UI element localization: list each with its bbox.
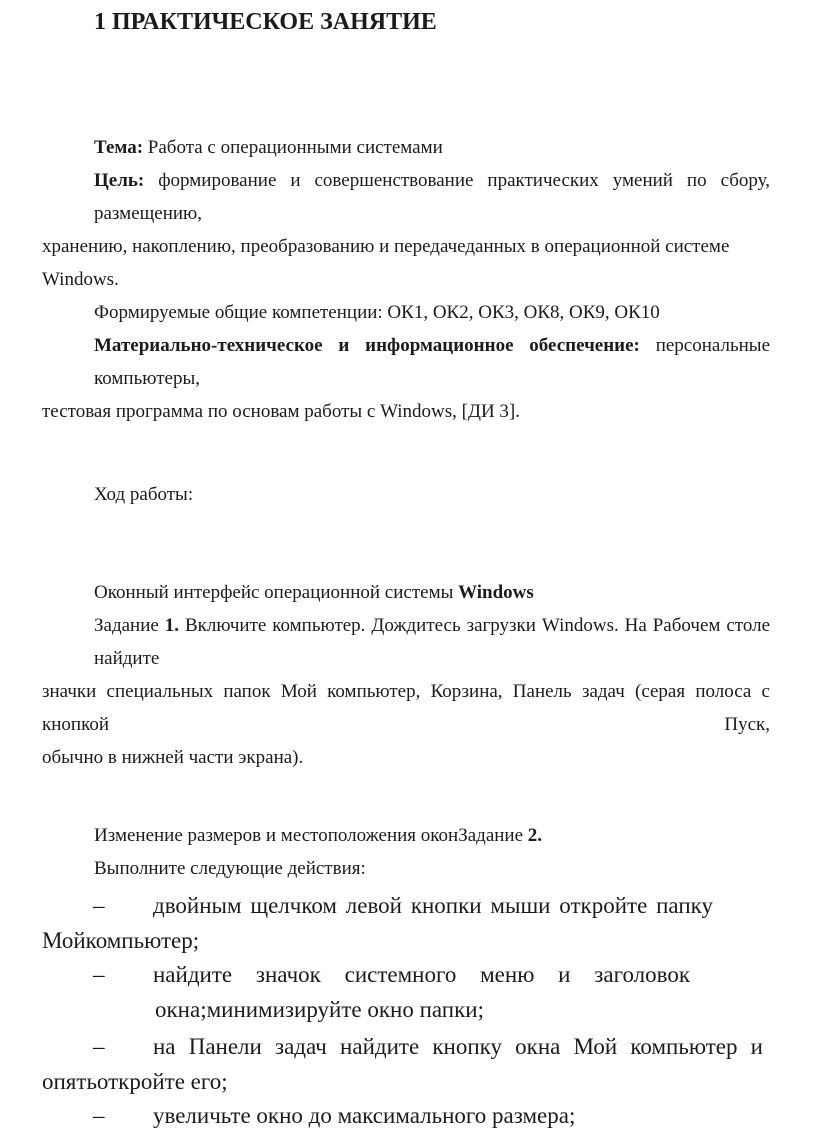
list-item (42, 889, 770, 958)
task1-prefix: Задание (94, 615, 159, 636)
goal-line-1 (42, 164, 770, 230)
list-item-text: увеличьте окно до максимального размера; (153, 1103, 576, 1128)
work-progress-line: Ход работы: (94, 484, 194, 505)
task1-number: 1. (164, 615, 180, 636)
window-interface-bold: Windows (458, 582, 534, 603)
list-item-text: на Панели задач найдите кнопку окна Мой компьютер и (153, 1034, 763, 1059)
material-text-1: персональные компьютеры, (94, 335, 771, 389)
list-dash-icon: – (93, 962, 105, 987)
list-item (42, 1099, 770, 1134)
list-item-text-wrap: опятьоткройте его; (42, 1068, 228, 1094)
task2-text: Изменение размеров и местоположения оконЗадание (94, 825, 524, 846)
list-item-text: двойным щелчком левой кнопки мыши откройте папку (153, 893, 713, 918)
list-item (42, 958, 770, 1027)
material-line-1 (42, 329, 770, 395)
perform-line: Выполните следующие действия: (94, 858, 366, 879)
task2-number: 2. (527, 825, 543, 846)
list-dash-icon: – (93, 1103, 105, 1128)
list-item (42, 1030, 770, 1099)
material-label: Материально-техническое и информационное обеспечение: (94, 335, 640, 356)
tema-text: Работа с операционными системами (147, 137, 443, 158)
heading-text: ПРАКТИЧЕСКОЕ ЗАНЯТИЕ (112, 9, 437, 35)
list-item-text: найдите значок системного меню и заголовок (153, 962, 690, 987)
page-title (94, 8, 770, 36)
task1-line-1 (42, 609, 770, 675)
goal-line-2: хранению, накоплению, преобразованию и передачеданных в операционной системе Windows. (42, 236, 730, 290)
tema-paragraph (42, 131, 770, 164)
list-dash-icon: – (93, 1034, 105, 1059)
task1-line-2: значки специальных папок Мой компьютер, Корзина, Панель задач (серая полоса с кнопкой Пуск, (42, 681, 770, 735)
window-interface-text: Оконный интерфейс операционной системы (94, 582, 454, 603)
goal-label: Цель: (94, 170, 145, 191)
tema-label: Тема: (94, 137, 144, 158)
window-interface-line (42, 576, 770, 609)
task2-line (42, 819, 770, 852)
heading-number: 1 (94, 9, 106, 35)
list-item-text-wrap: Мойкомпьютер; (42, 927, 200, 953)
competencies-line: Формируемые общие компетенции: ОК1, ОК2, ОК3, ОК8, ОК9, ОК10 (94, 302, 660, 323)
list-dash-icon: – (93, 893, 105, 918)
task1-text-1: Включите компьютер. Дождитесь загрузки Windows. На Рабочем столе найдите (94, 615, 771, 669)
material-line-2: тестовая программа по основам работы с Windows, [ДИ 3]. (42, 401, 521, 422)
task1-line-3: обычно в нижней части экрана). (42, 747, 304, 768)
actions-list (42, 889, 770, 1134)
list-item-text-wrap: окна;минимизируйте окно папки; (155, 996, 484, 1022)
goal-text-1: формирование и совершенствование практических умений по сбору, размещению, (94, 170, 771, 224)
